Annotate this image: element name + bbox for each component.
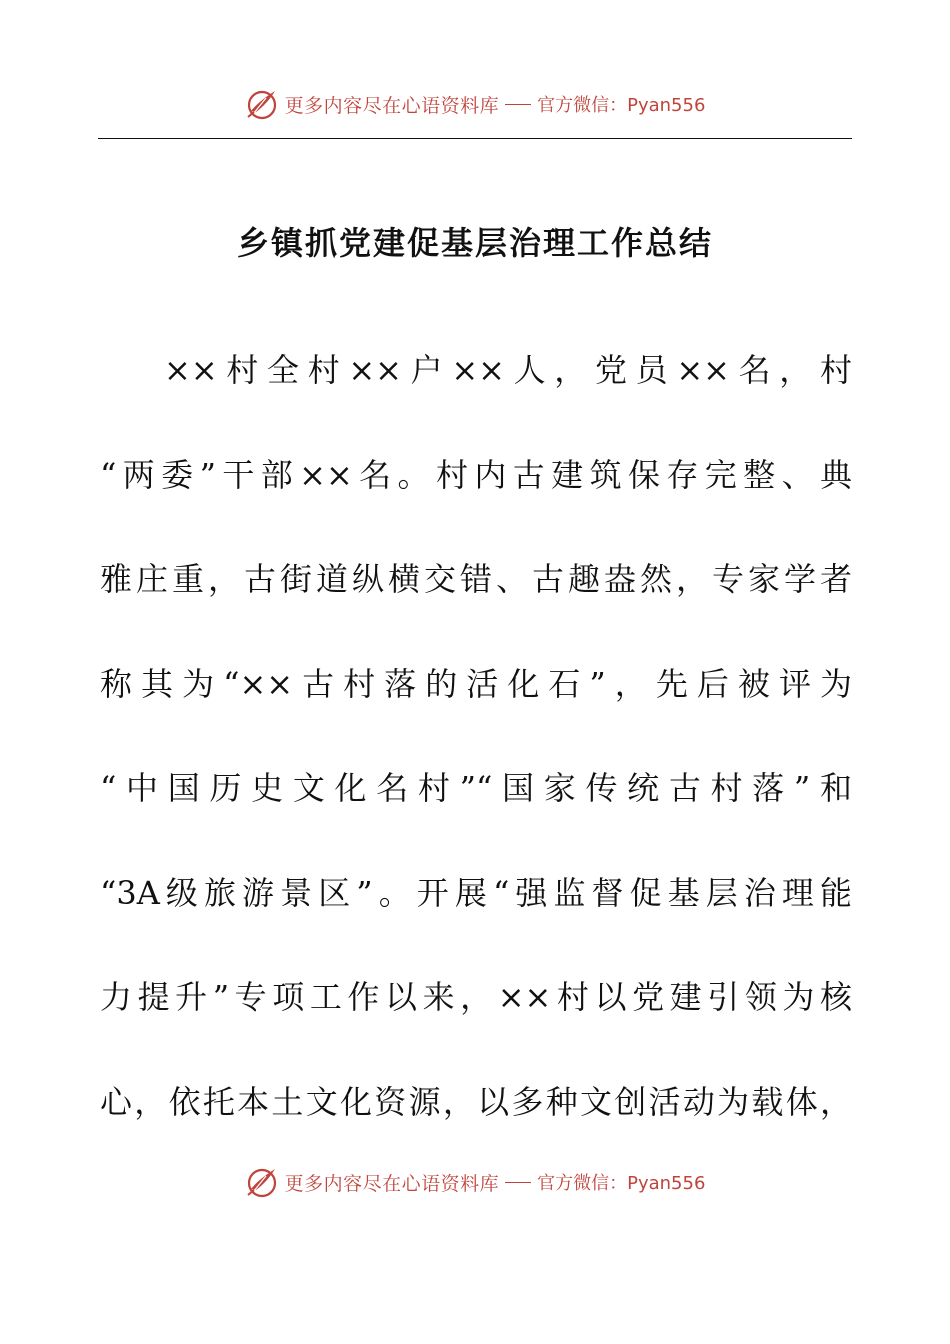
banner-wechat: 官方微信：Pyan556 [537, 95, 706, 116]
body-line: 称其为“××古村落的活化石”，先后被评为 [100, 664, 852, 703]
body-line: 雅庄重，古街道纵横交错、古趣盎然，专家学者 [100, 560, 852, 598]
body-line: “两委”干部××名。村内古建筑保存完整、典 [100, 455, 852, 494]
header-banner [0, 84, 950, 124]
body-line: 力提升”专项工作以来，××村以党建引领为核 [100, 978, 852, 1016]
body-line: “中国历史文化名村”“国家传统古村落”和 [100, 769, 852, 807]
header-divider [98, 138, 852, 139]
quill-pen-logo-icon [245, 86, 281, 122]
body-line: ××村全村××户××人，党员××名，村 [164, 351, 852, 389]
banner-text: 更多内容尽在心语资料库 [284, 94, 500, 117]
banner-text: 更多内容尽在心语资料库 [284, 1172, 500, 1195]
banner-dash [505, 104, 531, 105]
banner-dash [505, 1182, 531, 1183]
quill-pen-logo-icon [245, 1164, 281, 1200]
footer-banner [0, 1162, 950, 1202]
body-line: “3A级旅游景区”。开展“强监督促基层治理能 [100, 873, 852, 912]
body-line: 心，依托本土文化资源，以多种文创活动为载体， [100, 1082, 852, 1121]
document-title: 乡镇抓党建促基层治理工作总结 [236, 224, 713, 262]
banner-wechat: 官方微信：Pyan556 [537, 1173, 706, 1194]
document-body [100, 340, 852, 1176]
